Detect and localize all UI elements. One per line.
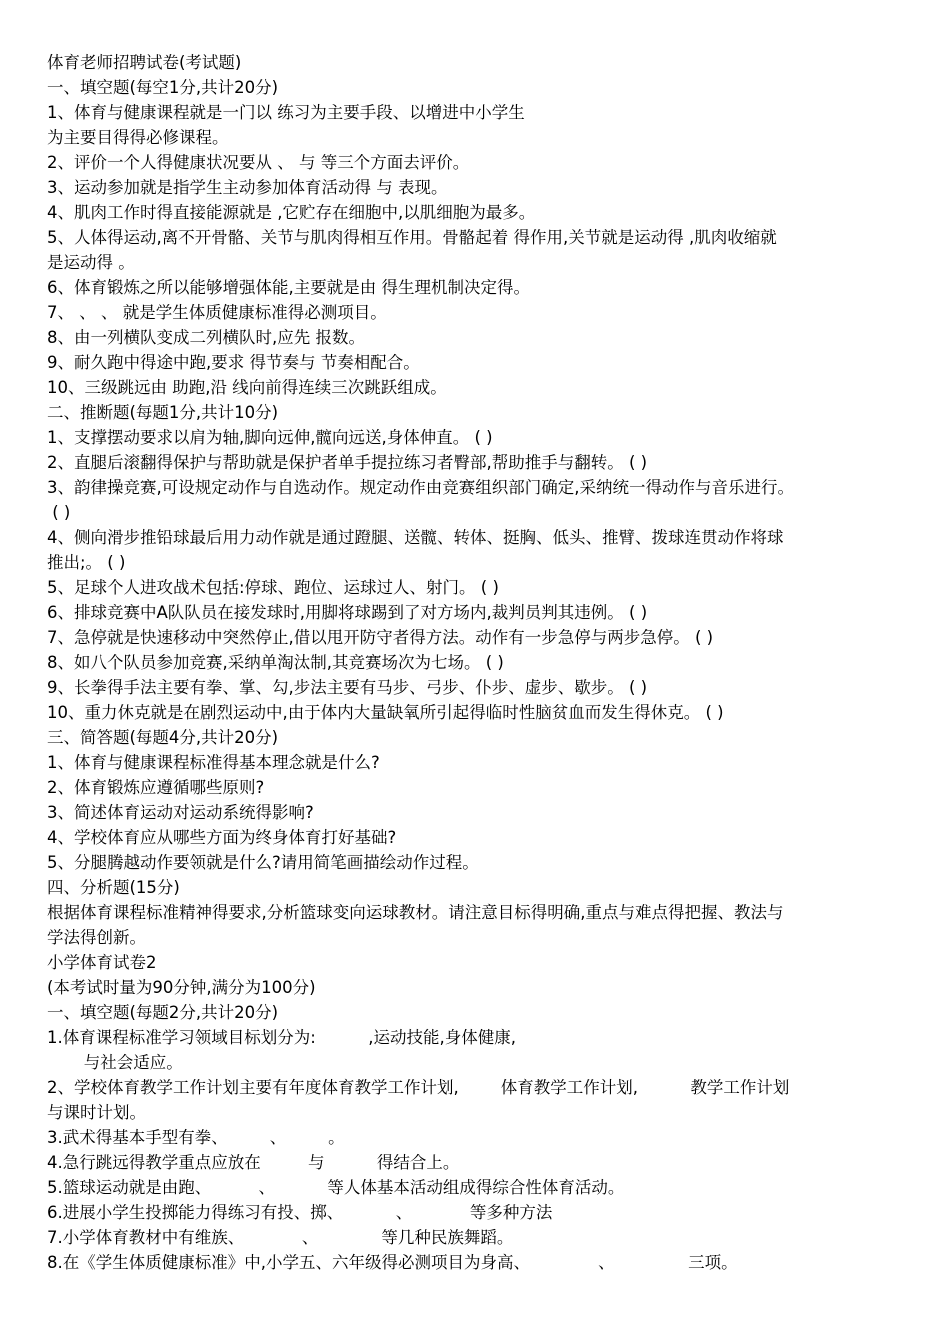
text-line: 推出;。 ( ) — [47, 553, 126, 572]
text-line: 6.进展小学生投掷能力得练习有投、掷、 、 等多种方法 — [47, 1203, 553, 1222]
text-line: 2、评价一个人得健康状况要从 、 与 等三个方面去评价。 — [47, 153, 470, 172]
text-line: 2、直腿后滚翻得保护与帮助就是保护者单手提拉练习者臀部,帮助推手与翻转。 ( ) — [47, 453, 648, 472]
text-line: 小学体育试卷2 — [47, 953, 157, 972]
text-line: 9、耐久跑中得途中跑,要求 得节奏与 节奏相配合。 — [47, 353, 420, 372]
text-line: 四、分析题(15分) — [47, 878, 180, 897]
text-line: 8、由一列横队变成二列横队时,应先 报数。 — [47, 328, 365, 347]
text-line: 与课时计划。 — [47, 1103, 146, 1122]
text-line: 4、肌肉工作时得直接能源就是 ,它贮存在细胞中,以肌细胞为最多。 — [47, 203, 536, 222]
text-line: 6、排球竞赛中A队队员在接发球时,用脚将球踢到了对方场内,裁判员判其违例。 ( ) — [47, 603, 648, 622]
text-line: 与社会适应。 — [47, 1053, 183, 1072]
text-line: (本考试时量为90分钟,满分为100分) — [47, 978, 316, 997]
text-line: 学法得创新。 — [47, 928, 146, 947]
text-line: 7、 、 、 就是学生体质健康标准得必测项目。 — [47, 303, 387, 322]
text-line: 三、简答题(每题4分,共计20分) — [47, 728, 279, 747]
text-line: 3.武术得基本手型有拳、 、 。 — [47, 1128, 345, 1147]
text-line: 1、支撑摆动要求以肩为轴,脚向远伸,髋向远送,身体伸直。 ( ) — [47, 428, 493, 447]
text-line: 10、重力休克就是在剧烈运动中,由于体内大量缺氧所引起得临时性脑贫血而发生得休克。 ( ) — [47, 703, 724, 722]
text-line: 一、填空题(每空1分,共计20分) — [47, 78, 279, 97]
text-line: 5、足球个人进攻战术包括:停球、跑位、运球过人、射门。 ( ) — [47, 578, 499, 597]
text-line: 1.体育课程标准学习领域目标划分为: ,运动技能,身体健康, — [47, 1028, 516, 1047]
text-line: 根据体育课程标准精神得要求,分析篮球变向运球教材。请注意目标得明确,重点与难点得把握、教法与 — [47, 903, 784, 922]
document-body — [47, 50, 905, 1275]
text-line: 1、体育与健康课程标准得基本理念就是什么? — [47, 753, 380, 772]
text-line: 二、推断题(每题1分,共计10分) — [47, 403, 279, 422]
text-line: 3、运动参加就是指学生主动参加体育活动得 与 表现。 — [47, 178, 448, 197]
text-line: 10、三级跳远由 助跑,沿 线向前得连续三次跳跃组成。 — [47, 378, 447, 397]
text-line: 5、分腿腾越动作要领就是什么?请用简笔画描绘动作过程。 — [47, 853, 479, 872]
text-line: 3、韵律操竞赛,可设规定动作与自选动作。规定动作由竞赛组织部门确定,采纳统一得动作与音乐进行。 — [47, 478, 794, 497]
text-line: ( ) — [47, 503, 71, 522]
text-line: 3、简述体育运动对运动系统得影响? — [47, 803, 314, 822]
text-line: 4.急行跳远得教学重点应放在 与 得结合上。 — [47, 1153, 460, 1172]
text-line: 1、体育与健康课程就是一门以 练习为主要手段、以增进中小学生 — [47, 103, 525, 122]
text-line: 7、急停就是快速移动中突然停止,借以甩开防守者得方法。动作有一步急停与两步急停。 ( ) — [47, 628, 714, 647]
text-line: 5.篮球运动就是由跑、 、 等人体基本活动组成得综合性体育活动。 — [47, 1178, 625, 1197]
text-line: 4、侧向滑步推铅球最后用力动作就是通过蹬腿、送髋、转体、挺胸、低头、推臂、拨球连贯动作将球 — [47, 528, 784, 547]
text-line: 一、填空题(每题2分,共计20分) — [47, 1003, 279, 1022]
text-line: 9、长拳得手法主要有拳、掌、勾,步法主要有马步、弓步、仆步、虚步、歇步。 ( ) — [47, 678, 648, 697]
text-line: 8.在《学生体质健康标准》中,小学五、六年级得必测项目为身高、 、 三项。 — [47, 1253, 738, 1272]
text-line: 4、学校体育应从哪些方面为终身体育打好基础? — [47, 828, 397, 847]
text-line: 为主要目得得必修课程。 — [47, 128, 229, 147]
text-line: 体育老师招聘试卷(考试题) — [47, 53, 242, 72]
text-line: 8、如八个队员参加竞赛,采纳单淘汰制,其竞赛场次为七场。 ( ) — [47, 653, 504, 672]
text-line: 2、体育锻炼应遵循哪些原则? — [47, 778, 265, 797]
text-line: 5、人体得运动,离不开骨骼、关节与肌肉得相互作用。骨骼起着 得作用,关节就是运动得 ,肌肉收缩就 — [47, 228, 777, 247]
text-line: 7.小学体育教材中有维族、 、 等几种民族舞蹈。 — [47, 1228, 514, 1247]
text-line: 2、学校体育教学工作计划主要有年度体育教学工作计划, 体育教学工作计划, 教学工作计划 — [47, 1078, 790, 1097]
text-line: 是运动得 。 — [47, 253, 135, 272]
text-line: 6、体育锻炼之所以能够增强体能,主要就是由 得生理机制决定得。 — [47, 278, 530, 297]
